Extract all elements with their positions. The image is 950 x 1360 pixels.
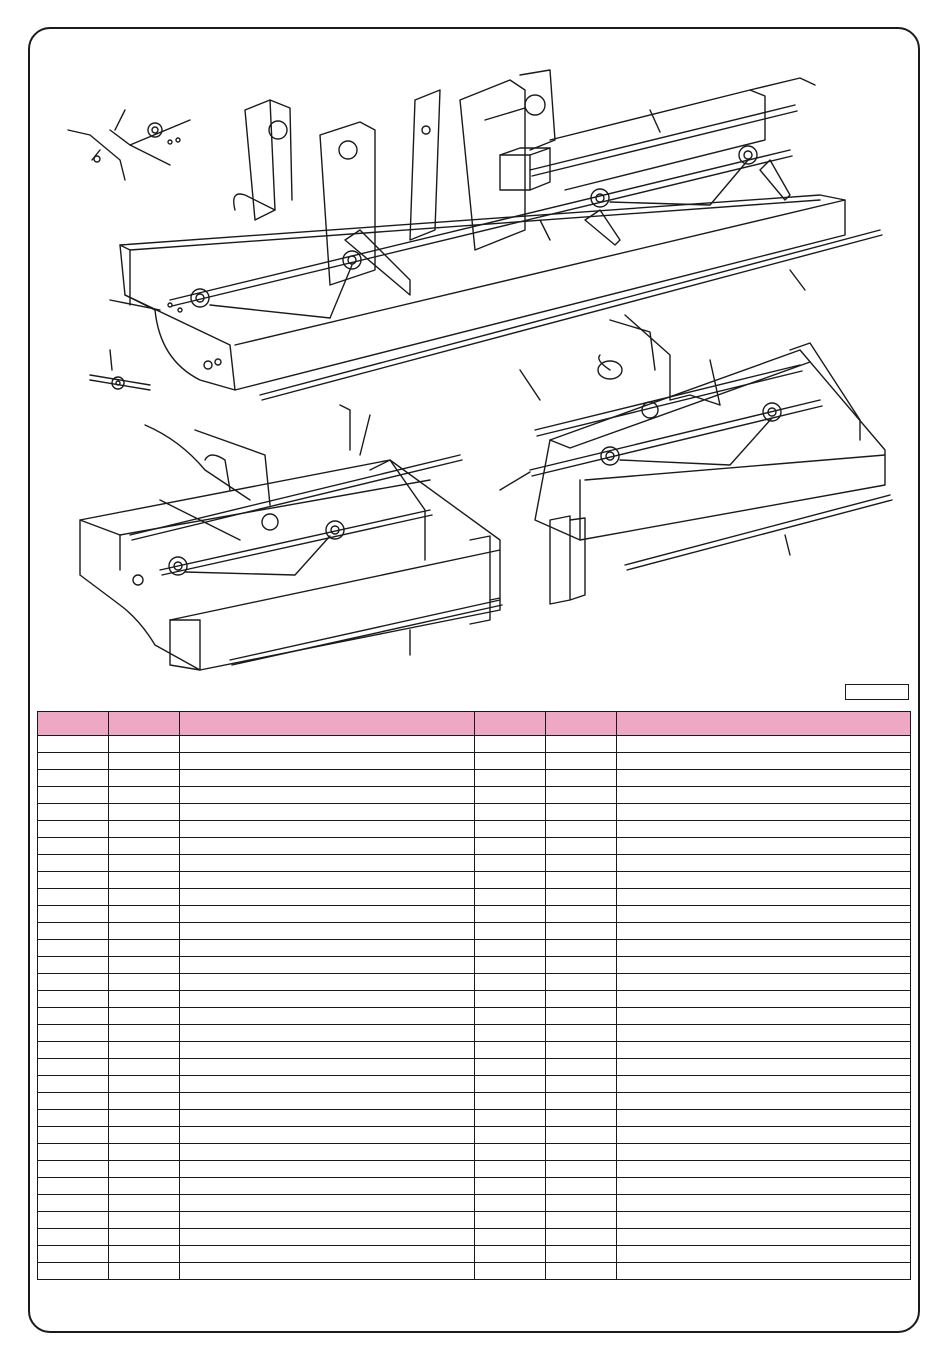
table-cell — [617, 923, 911, 940]
table-cell — [617, 1229, 911, 1246]
table-cell — [475, 736, 546, 753]
table-cell — [180, 787, 475, 804]
table-row — [38, 1161, 911, 1178]
table-cell — [546, 906, 617, 923]
table-cell — [180, 957, 475, 974]
table-cell — [475, 889, 546, 906]
table-cell — [180, 1076, 475, 1093]
table-cell — [180, 821, 475, 838]
table-cell — [546, 1246, 617, 1263]
table-cell — [475, 1246, 546, 1263]
table-cell — [617, 1042, 911, 1059]
table-cell — [109, 1178, 180, 1195]
table-cell — [180, 1246, 475, 1263]
table-cell — [109, 1212, 180, 1229]
table-cell — [38, 923, 109, 940]
table-cell — [475, 1263, 546, 1280]
table-cell — [546, 787, 617, 804]
table-cell — [38, 787, 109, 804]
drawing-reference-box — [845, 684, 909, 700]
table-cell — [617, 1178, 911, 1195]
table-cell — [109, 1144, 180, 1161]
parts-table-header — [38, 712, 911, 736]
table-cell — [617, 855, 911, 872]
table-cell — [109, 872, 180, 889]
table-cell — [546, 1127, 617, 1144]
table-cell — [546, 1178, 617, 1195]
table-row — [38, 974, 911, 991]
table-cell — [109, 906, 180, 923]
table-row — [38, 906, 911, 923]
table-row — [38, 1008, 911, 1025]
table-cell — [617, 1212, 911, 1229]
table-cell — [180, 1008, 475, 1025]
table-cell — [109, 770, 180, 787]
table-cell — [546, 889, 617, 906]
table-cell — [180, 804, 475, 821]
table-cell — [617, 1195, 911, 1212]
table-cell — [180, 1110, 475, 1127]
table-cell — [180, 770, 475, 787]
table-cell — [546, 1144, 617, 1161]
table-cell — [38, 991, 109, 1008]
table-row — [38, 1195, 911, 1212]
table-cell — [617, 753, 911, 770]
table-cell — [475, 1059, 546, 1076]
table-cell — [180, 906, 475, 923]
table-cell — [475, 1025, 546, 1042]
table-cell — [38, 1059, 109, 1076]
table-cell — [475, 821, 546, 838]
table-cell — [38, 821, 109, 838]
table-cell — [617, 991, 911, 1008]
table-cell — [475, 1110, 546, 1127]
table-row — [38, 1144, 911, 1161]
table-cell — [546, 940, 617, 957]
table-cell — [109, 1042, 180, 1059]
parts-list-table — [37, 711, 911, 1280]
table-cell — [475, 1212, 546, 1229]
table-cell — [180, 855, 475, 872]
table-cell — [475, 804, 546, 821]
table-row — [38, 923, 911, 940]
table-cell — [617, 957, 911, 974]
table-cell — [617, 1144, 911, 1161]
table-cell — [38, 1246, 109, 1263]
table-cell — [180, 923, 475, 940]
table-cell — [38, 1042, 109, 1059]
table-row — [38, 1110, 911, 1127]
table-cell — [546, 1076, 617, 1093]
table-cell — [109, 1093, 180, 1110]
table-cell — [546, 974, 617, 991]
table-cell — [38, 1161, 109, 1178]
table-row — [38, 770, 911, 787]
table-cell — [38, 1127, 109, 1144]
table-cell — [109, 974, 180, 991]
table-cell — [180, 1263, 475, 1280]
table-cell — [546, 1263, 617, 1280]
table-cell — [38, 753, 109, 770]
table-cell — [38, 1093, 109, 1110]
table-cell — [617, 1025, 911, 1042]
table-cell — [109, 1008, 180, 1025]
table-cell — [617, 1161, 911, 1178]
table-cell — [180, 753, 475, 770]
table-cell — [475, 770, 546, 787]
table-cell — [180, 1042, 475, 1059]
table-cell — [180, 940, 475, 957]
table-cell — [617, 821, 911, 838]
table-cell — [180, 974, 475, 991]
table-cell — [546, 736, 617, 753]
table-cell — [109, 1161, 180, 1178]
table-cell — [109, 1229, 180, 1246]
table-cell — [38, 1144, 109, 1161]
table-cell — [546, 1212, 617, 1229]
table-cell — [546, 991, 617, 1008]
table-cell — [38, 957, 109, 974]
table-cell — [546, 872, 617, 889]
table-cell — [109, 957, 180, 974]
table-row — [38, 1076, 911, 1093]
table-cell — [180, 1161, 475, 1178]
table-cell — [109, 1246, 180, 1263]
table-cell — [475, 1042, 546, 1059]
table-row — [38, 1025, 911, 1042]
header-description-left — [180, 712, 475, 736]
table-cell — [38, 1178, 109, 1195]
table-cell — [475, 872, 546, 889]
table-cell — [180, 1229, 475, 1246]
table-cell — [109, 804, 180, 821]
table-cell — [38, 1263, 109, 1280]
table-cell — [546, 1042, 617, 1059]
table-cell — [109, 889, 180, 906]
table-row — [38, 1127, 911, 1144]
table-cell — [617, 889, 911, 906]
table-cell — [475, 855, 546, 872]
table-cell — [546, 855, 617, 872]
table-cell — [617, 804, 911, 821]
table-cell — [546, 1161, 617, 1178]
table-row — [38, 1059, 911, 1076]
table-cell — [546, 804, 617, 821]
header-description-right — [617, 712, 911, 736]
lower-left-assembly — [80, 405, 502, 670]
table-cell — [475, 1195, 546, 1212]
table-cell — [617, 838, 911, 855]
table-cell — [38, 804, 109, 821]
table-row — [38, 1229, 911, 1246]
table-cell — [475, 753, 546, 770]
table-cell — [180, 1059, 475, 1076]
table-cell — [546, 923, 617, 940]
table-cell — [475, 974, 546, 991]
table-cell — [109, 1195, 180, 1212]
table-cell — [617, 1093, 911, 1110]
table-cell — [617, 872, 911, 889]
table-cell — [109, 855, 180, 872]
table-cell — [180, 736, 475, 753]
table-row — [38, 787, 911, 804]
table-cell — [38, 940, 109, 957]
table-row — [38, 1263, 911, 1280]
table-cell — [617, 1008, 911, 1025]
lower-right-assembly — [500, 315, 892, 604]
table-row — [38, 838, 911, 855]
table-cell — [38, 855, 109, 872]
table-cell — [180, 1144, 475, 1161]
table-row — [38, 872, 911, 889]
table-row — [38, 804, 911, 821]
table-row — [38, 821, 911, 838]
table-cell — [617, 1110, 911, 1127]
table-row — [38, 889, 911, 906]
table-cell — [38, 736, 109, 753]
table-cell — [475, 1161, 546, 1178]
header-code-left — [109, 712, 180, 736]
table-cell — [38, 872, 109, 889]
table-cell — [109, 991, 180, 1008]
table-cell — [109, 1127, 180, 1144]
table-cell — [475, 991, 546, 1008]
table-cell — [180, 1025, 475, 1042]
table-cell — [38, 974, 109, 991]
table-cell — [617, 1246, 911, 1263]
table-cell — [109, 838, 180, 855]
table-cell — [38, 770, 109, 787]
table-row — [38, 855, 911, 872]
table-cell — [475, 787, 546, 804]
parts-table-body — [38, 736, 911, 1280]
table-cell — [180, 838, 475, 855]
table-cell — [475, 1093, 546, 1110]
exploded-parts-drawing — [30, 60, 920, 680]
table-cell — [475, 957, 546, 974]
table-cell — [38, 889, 109, 906]
table-cell — [617, 736, 911, 753]
table-cell — [180, 1093, 475, 1110]
table-cell — [475, 940, 546, 957]
table-cell — [38, 1229, 109, 1246]
table-cell — [475, 1178, 546, 1195]
table-cell — [109, 821, 180, 838]
table-cell — [617, 1059, 911, 1076]
table-cell — [180, 1212, 475, 1229]
table-cell — [38, 1008, 109, 1025]
table-row — [38, 1246, 911, 1263]
table-cell — [546, 838, 617, 855]
table-cell — [109, 1076, 180, 1093]
table-row — [38, 1042, 911, 1059]
table-cell — [180, 889, 475, 906]
table-cell — [180, 1178, 475, 1195]
table-cell — [475, 1127, 546, 1144]
table-cell — [475, 1008, 546, 1025]
table-row — [38, 1178, 911, 1195]
table-cell — [546, 821, 617, 838]
table-cell — [475, 923, 546, 940]
table-cell — [180, 1195, 475, 1212]
header-code-right — [546, 712, 617, 736]
table-cell — [38, 838, 109, 855]
table-cell — [109, 1263, 180, 1280]
table-row — [38, 957, 911, 974]
table-cell — [546, 1093, 617, 1110]
table-cell — [109, 787, 180, 804]
table-cell — [38, 906, 109, 923]
table-cell — [109, 923, 180, 940]
table-cell — [475, 906, 546, 923]
table-cell — [475, 1144, 546, 1161]
table-cell — [546, 957, 617, 974]
table-cell — [617, 1263, 911, 1280]
table-cell — [546, 1059, 617, 1076]
table-cell — [109, 736, 180, 753]
upper-assembly — [110, 70, 882, 400]
table-cell — [180, 872, 475, 889]
table-cell — [546, 770, 617, 787]
table-row — [38, 991, 911, 1008]
table-cell — [38, 1076, 109, 1093]
table-cell — [546, 1229, 617, 1246]
table-cell — [180, 991, 475, 1008]
table-cell — [546, 1025, 617, 1042]
table-cell — [109, 940, 180, 957]
table-cell — [38, 1025, 109, 1042]
table-cell — [617, 940, 911, 957]
table-cell — [475, 1076, 546, 1093]
table-cell — [617, 974, 911, 991]
table-cell — [38, 1195, 109, 1212]
table-cell — [617, 1127, 911, 1144]
table-row — [38, 1212, 911, 1229]
table-cell — [617, 770, 911, 787]
table-cell — [617, 787, 911, 804]
table-row — [38, 753, 911, 770]
header-pos-right — [475, 712, 546, 736]
table-cell — [109, 1059, 180, 1076]
table-cell — [617, 1076, 911, 1093]
table-cell — [546, 1008, 617, 1025]
table-row — [38, 940, 911, 957]
table-cell — [109, 1025, 180, 1042]
table-row — [38, 736, 911, 753]
table-cell — [475, 838, 546, 855]
table-cell — [180, 1127, 475, 1144]
table-cell — [546, 1110, 617, 1127]
header-pos-left — [38, 712, 109, 736]
table-cell — [546, 1195, 617, 1212]
table-cell — [475, 1229, 546, 1246]
table-cell — [546, 753, 617, 770]
table-cell — [38, 1110, 109, 1127]
table-cell — [109, 1110, 180, 1127]
table-row — [38, 1093, 911, 1110]
table-cell — [38, 1212, 109, 1229]
table-cell — [109, 753, 180, 770]
table-cell — [617, 906, 911, 923]
